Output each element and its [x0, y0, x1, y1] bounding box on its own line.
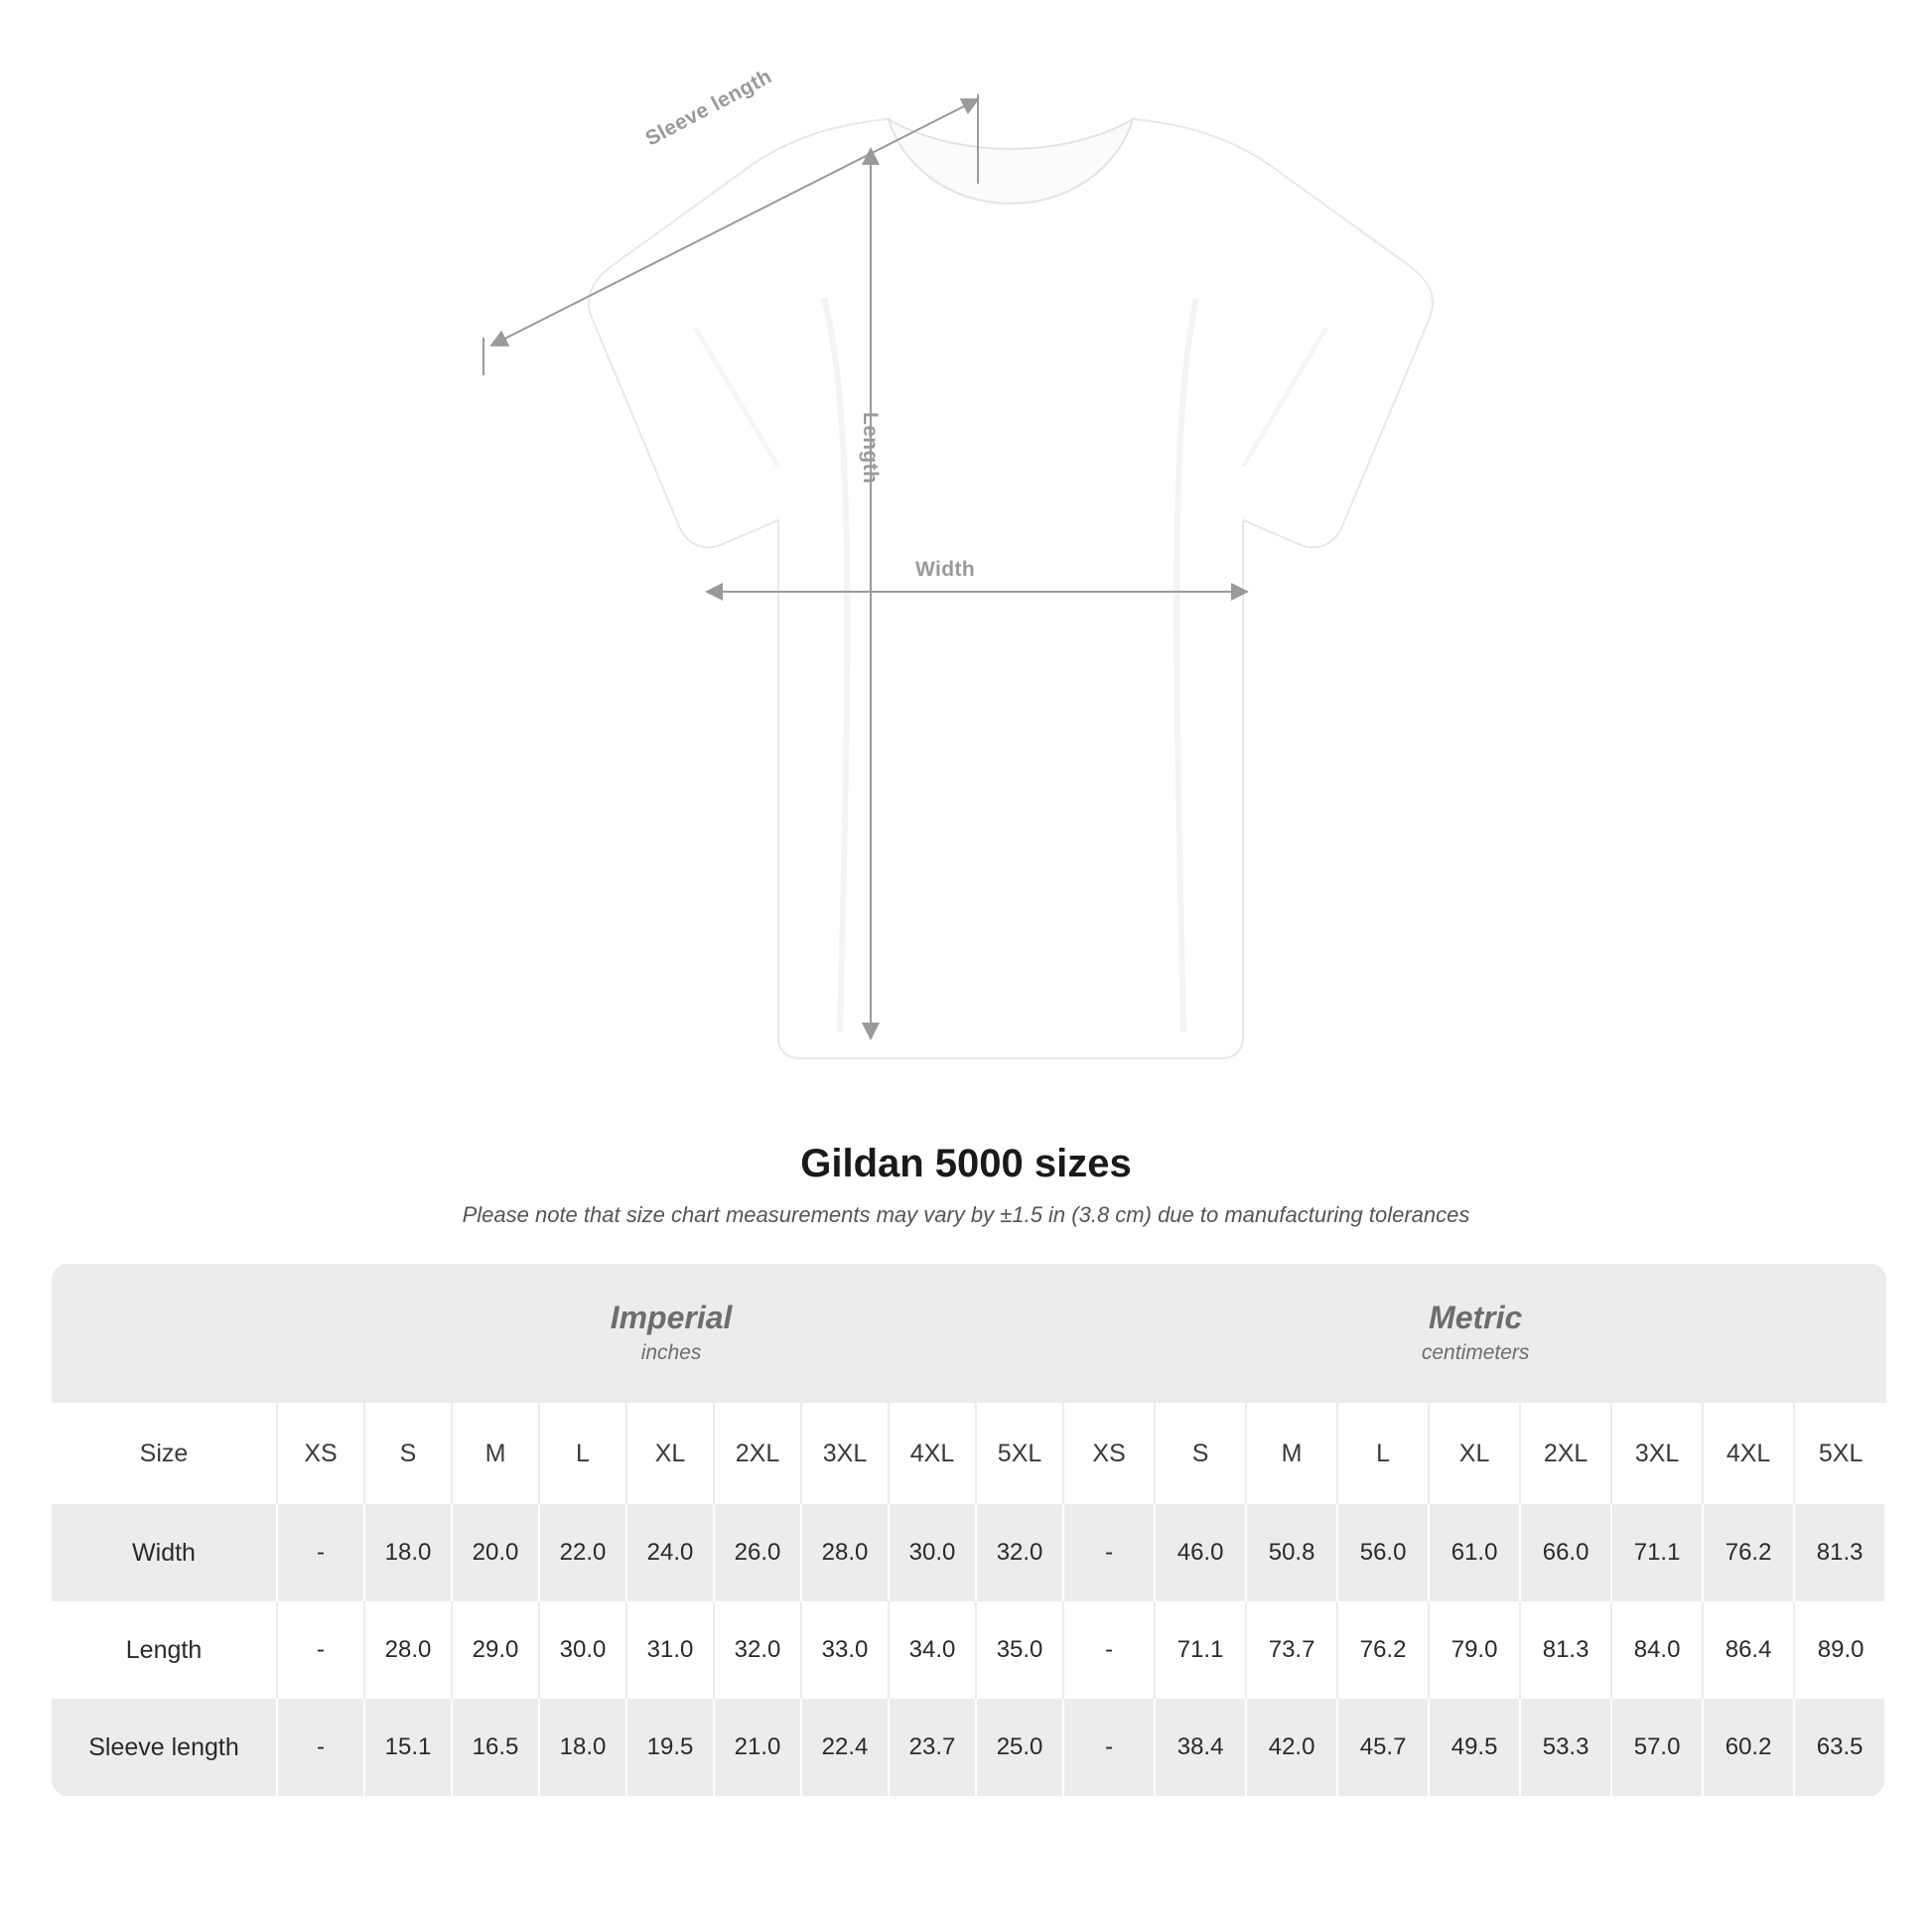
cell-sleeve-imperial-5xl: 25.0 — [977, 1699, 1064, 1796]
size-table — [52, 1264, 1886, 1796]
table-row — [52, 1699, 1886, 1796]
cell-width-metric-s: 46.0 — [1156, 1504, 1247, 1601]
size-header-imperial-5xl: 5XL — [977, 1403, 1064, 1504]
size-header-row — [52, 1403, 1886, 1504]
cell-sleeve-imperial-m: 16.5 — [453, 1699, 540, 1796]
cell-sleeve-imperial-s: 15.1 — [365, 1699, 453, 1796]
cell-sleeve-metric-4xl: 60.2 — [1704, 1699, 1795, 1796]
cell-width-metric-2xl: 66.0 — [1521, 1504, 1612, 1601]
unit-sub-imperial: inches — [640, 1341, 702, 1365]
size-header-imperial-m: M — [453, 1403, 540, 1504]
cell-width-metric-xs: - — [1064, 1504, 1156, 1601]
row-label-sleeve-length: Sleeve length — [52, 1699, 278, 1796]
cell-sleeve-metric-xs: - — [1064, 1699, 1156, 1796]
table-row — [52, 1504, 1886, 1601]
size-header-metric-l: L — [1338, 1403, 1430, 1504]
unit-header-metric — [1064, 1264, 1886, 1403]
cell-width-imperial-s: 18.0 — [365, 1504, 453, 1601]
unit-header-spacer — [52, 1264, 278, 1403]
length-label: Length — [859, 412, 882, 484]
cell-length-imperial-l: 30.0 — [540, 1601, 627, 1699]
tshirt-shape — [589, 119, 1433, 1058]
cell-width-imperial-4xl: 30.0 — [890, 1504, 977, 1601]
cell-length-metric-xl: 79.0 — [1430, 1601, 1521, 1699]
cell-length-metric-3xl: 84.0 — [1612, 1601, 1704, 1699]
unit-sub-metric: centimeters — [1421, 1341, 1530, 1365]
cell-width-imperial-xl: 24.0 — [627, 1504, 715, 1601]
cell-sleeve-metric-xl: 49.5 — [1430, 1699, 1521, 1796]
cell-width-imperial-m: 20.0 — [453, 1504, 540, 1601]
cell-width-metric-l: 56.0 — [1338, 1504, 1430, 1601]
size-header-imperial-s: S — [365, 1403, 453, 1504]
cell-sleeve-metric-3xl: 57.0 — [1612, 1699, 1704, 1796]
cell-sleeve-imperial-xs: - — [278, 1699, 365, 1796]
cell-width-metric-4xl: 76.2 — [1704, 1504, 1795, 1601]
cell-length-imperial-4xl: 34.0 — [890, 1601, 977, 1699]
size-header-metric-4xl: 4XL — [1704, 1403, 1795, 1504]
size-table-container — [52, 1264, 1880, 1796]
cell-length-metric-xs: - — [1064, 1601, 1156, 1699]
cell-length-imperial-2xl: 32.0 — [715, 1601, 802, 1699]
cell-sleeve-imperial-4xl: 23.7 — [890, 1699, 977, 1796]
cell-sleeve-metric-m: 42.0 — [1247, 1699, 1338, 1796]
cell-length-metric-5xl: 89.0 — [1795, 1601, 1886, 1699]
cell-width-imperial-2xl: 26.0 — [715, 1504, 802, 1601]
cell-width-metric-xl: 61.0 — [1430, 1504, 1521, 1601]
cell-length-metric-m: 73.7 — [1247, 1601, 1338, 1699]
cell-sleeve-metric-5xl: 63.5 — [1795, 1699, 1886, 1796]
cell-width-imperial-5xl: 32.0 — [977, 1504, 1064, 1601]
size-header-imperial-l: L — [540, 1403, 627, 1504]
width-label: Width — [915, 558, 976, 581]
size-header-metric-3xl: 3XL — [1612, 1403, 1704, 1504]
cell-sleeve-metric-s: 38.4 — [1156, 1699, 1247, 1796]
cell-length-metric-s: 71.1 — [1156, 1601, 1247, 1699]
row-label-length: Length — [52, 1601, 278, 1699]
size-header-metric-2xl: 2XL — [1521, 1403, 1612, 1504]
cell-sleeve-imperial-2xl: 21.0 — [715, 1699, 802, 1796]
row-label-width: Width — [52, 1504, 278, 1601]
cell-width-imperial-xs: - — [278, 1504, 365, 1601]
size-header-imperial-xs: XS — [278, 1403, 365, 1504]
cell-sleeve-metric-l: 45.7 — [1338, 1699, 1430, 1796]
unit-header-row — [52, 1264, 1886, 1403]
cell-width-metric-5xl: 81.3 — [1795, 1504, 1886, 1601]
size-header-imperial-4xl: 4XL — [890, 1403, 977, 1504]
cell-length-imperial-5xl: 35.0 — [977, 1601, 1064, 1699]
cell-length-imperial-3xl: 33.0 — [802, 1601, 890, 1699]
size-header-metric-m: M — [1247, 1403, 1338, 1504]
size-header-imperial-3xl: 3XL — [802, 1403, 890, 1504]
cell-width-imperial-3xl: 28.0 — [802, 1504, 890, 1601]
size-header-metric-5xl: 5XL — [1795, 1403, 1886, 1504]
cell-length-imperial-s: 28.0 — [365, 1601, 453, 1699]
cell-sleeve-imperial-xl: 19.5 — [627, 1699, 715, 1796]
size-header-metric-xl: XL — [1430, 1403, 1521, 1504]
cell-length-imperial-m: 29.0 — [453, 1601, 540, 1699]
cell-sleeve-metric-2xl: 53.3 — [1521, 1699, 1612, 1796]
size-header-metric-s: S — [1156, 1403, 1247, 1504]
cell-width-metric-m: 50.8 — [1247, 1504, 1338, 1601]
corner-label: Size — [52, 1403, 278, 1504]
sleeve-length-label: Sleeve length — [641, 65, 776, 151]
unit-name-metric: Metric — [1429, 1300, 1523, 1336]
size-header-imperial-2xl: 2XL — [715, 1403, 802, 1504]
size-header-imperial-xl: XL — [627, 1403, 715, 1504]
cell-length-metric-2xl: 81.3 — [1521, 1601, 1612, 1699]
unit-name-imperial: Imperial — [610, 1300, 733, 1336]
table-row — [52, 1601, 1886, 1699]
cell-width-imperial-l: 22.0 — [540, 1504, 627, 1601]
cell-sleeve-imperial-l: 18.0 — [540, 1699, 627, 1796]
page-title: Gildan 5000 sizes — [800, 1142, 1132, 1185]
unit-header-imperial — [278, 1264, 1064, 1403]
tolerance-note: Please note that size chart measurements may vary by ±1.5 in (3.8 cm) due to manufacturing tolerances — [462, 1202, 1470, 1227]
title-block — [0, 1142, 1932, 1228]
cell-length-metric-l: 76.2 — [1338, 1601, 1430, 1699]
cell-length-imperial-xl: 31.0 — [627, 1601, 715, 1699]
size-header-metric-xs: XS — [1064, 1403, 1156, 1504]
cell-width-metric-3xl: 71.1 — [1612, 1504, 1704, 1601]
cell-sleeve-imperial-3xl: 22.4 — [802, 1699, 890, 1796]
cell-length-metric-4xl: 86.4 — [1704, 1601, 1795, 1699]
cell-length-imperial-xs: - — [278, 1601, 365, 1699]
